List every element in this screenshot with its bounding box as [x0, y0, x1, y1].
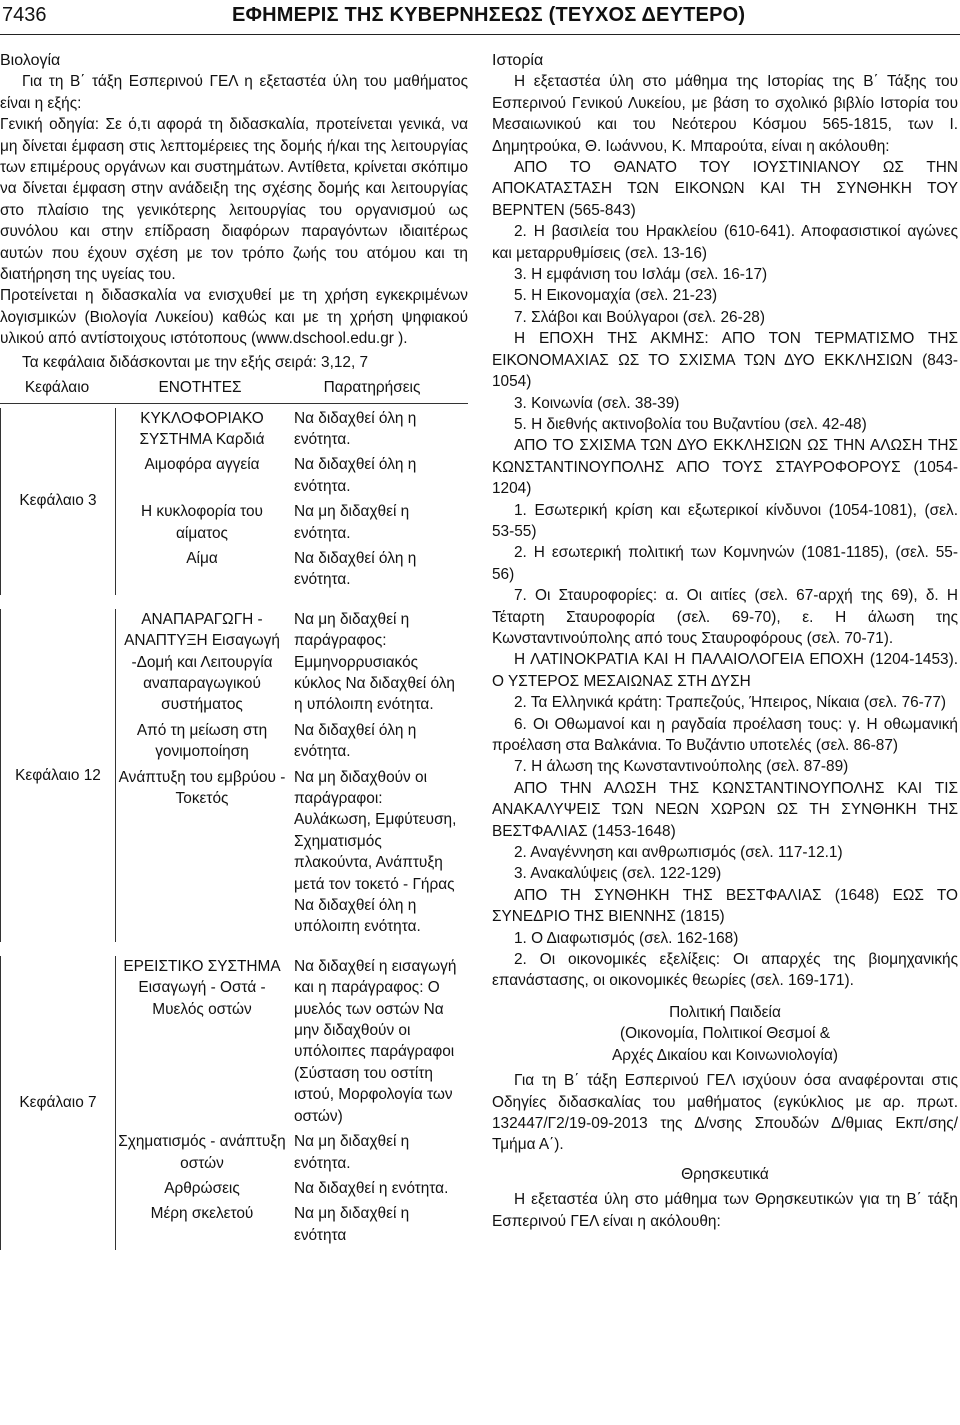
unit-name: Μέρη σκελετού — [150, 1205, 254, 1223]
unit-entry — [116, 454, 460, 497]
unit-name: Αιμοφόρα αγγεία — [144, 456, 260, 474]
history-item: 2. Οι οικονομικές εξελίξεις: Οι απαρχές της βιομηχανικής επανάστασης, οι οικονομικές θεωρίες (σελ. 169-171). — [492, 951, 958, 990]
unit-name: Αίμα — [186, 549, 218, 567]
unit-note: Να μη διδαχθεί η ενότητα. — [294, 503, 410, 542]
unit-entry — [116, 1131, 460, 1174]
unit-entry — [116, 1203, 460, 1246]
col-header-chapter: Κεφάλαιο — [24, 379, 90, 397]
history-item: 2. Αναγέννηση και ανθρωπισμός (σελ. 117-12.1) — [514, 844, 843, 862]
chapter-label: Κεφάλαιο 7 — [19, 1094, 97, 1112]
unit-note: Να μη διδαχθεί η παράγραφος: Εμμηνορρυσιακός κύκλος Να διδαχθεί όλη η υπόλοιπη ενότητα. — [294, 610, 455, 714]
unit-note: Να μη διδαχθεί η ενότητα. — [294, 1133, 410, 1172]
history-period-heading: ΑΠΟ ΤΟ ΣΧΙΣΜΑ ΤΩΝ ΔΥΟ ΕΚΚΛΗΣΙΩΝ ΩΣ ΤΗΝ ΑΛΩΣΗ ΤΗΣ ΚΩΝΣΤΑΝΤΙΝΟΥΠΟΛΗΣ ΑΠΟ ΤΟΥΣ ΣΤΑΥΡΟΦΟΡΟΥΣ (1054-1204) — [492, 437, 958, 498]
unit-entry — [116, 767, 460, 938]
unit-note: Να μη διδαχθούν οι παράγραφοι: Αυλάκωση, Εμφύτευση, Σχηματισμός πλακούντα, Ανάπτυξη μετά τον τοκετό - Γήρας Να διδαχθεί όλη η υπόλοιπη ενότητα. — [294, 768, 457, 936]
history-item: 1. Ο Διαφωτισμός (σελ. 162-168) — [514, 929, 739, 947]
civics-text: Για τη Β΄ τάξη Εσπερινού ΓΕΛ ισχύουν όσα αναφέρονται στις Οδηγίες διδασκαλίας του μαθήματος (εγκύκλιος με αρ. πρωτ. 132447/Γ2/19-09-2013 της Δ/νσης Σπουδών Δ/θμιας Εκπ/σης/Τμήμα Α΄). — [492, 1072, 958, 1154]
chapter-cell — [0, 956, 116, 1250]
history-period-heading: ΑΠΟ ΤΟ ΘΑΝΑΤΟ ΤΟΥ ΙΟΥΣΤΙΝΙΑΝΟΥ ΩΣ ΤΗΝ ΑΠΟΚΑΤΑΣΤΑΣΗ ΤΩΝ ΕΙΚΟΝΩΝ ΚΑΙ ΤΗ ΣΥΝΘΗΚΗ ΤΟΥ ΒΕΡΝΤΕΝ (565-843) — [492, 159, 958, 219]
unit-entry — [116, 1178, 460, 1199]
chapter-entries — [116, 408, 460, 595]
page-number: 7436 — [2, 4, 47, 26]
unit-note: Να διδαχθεί όλη η ενότητα. — [294, 456, 417, 495]
table-row — [0, 408, 468, 595]
table-body — [0, 408, 468, 1261]
history-heading: Ιστορία — [492, 52, 544, 69]
history-item: 5. Η Εικονομαχία (σελ. 21-23) — [514, 287, 718, 305]
history-period-heading: Η ΛΑΤΙΝΟΚΡΑΤΙΑ ΚΑΙ Η ΠΑΛΑΙΟΛΟΓΕΙΑ ΕΠΟΧΗ (1204-1453). Ο ΥΣΤΕΡΟΣ ΜΕΣΑΙΩΝΑΣ ΣΤΗ ΔΥΣΗ — [492, 651, 958, 690]
civics-heading-2: (Οικονομία, Πολιτικοί Θεσμοί & — [619, 1025, 831, 1043]
table-header — [0, 377, 468, 403]
unit-entry — [116, 956, 460, 1127]
unit-entry — [116, 609, 460, 716]
unit-name: ΕΡΕΙΣΤΙΚΟ ΣΥΣΤΗΜΑ Εισαγωγή - Οστά - Μυελός οστών — [123, 957, 281, 1018]
unit-name: ΚΥΚΛΟΦΟΡΙΑΚΟ ΣΥΣΤΗΜΑ Καρδιά — [139, 409, 265, 448]
table-row — [0, 609, 468, 942]
history-intro: Η εξεταστέα ύλη στο μάθημα της Ιστορίας της Β΄ Τάξης του Εσπερινού Γενικού Λυκείου, με βάση το σχολικό βιβλίο Ιστορία του Μεσαιωνικού και του Νεότερου Κόσμου 565-1815, των Ι. Δημητρούκα, Θ. Ιωάννου, Κ. Μπαρούτα, είναι η ακόλουθη: — [492, 73, 958, 155]
civics-heading-3: Αρχές Δικαίου και Κοινωνιολογία) — [612, 1046, 838, 1064]
biology-heading: Βιολογία — [0, 52, 61, 69]
unit-entry — [116, 720, 460, 763]
unit-entry — [116, 408, 460, 451]
chapter-label: Κεφάλαιο 3 — [19, 492, 97, 510]
biology-order: Τα κεφάλαια διδάσκονται με την εξής σειρά: 3,12, 7 — [22, 353, 369, 371]
table-row — [0, 956, 468, 1250]
biology-software: Προτείνεται η διδασκαλία να ενισχυθεί με τη χρήση εγκεκριμένων λογισμικών (Βιολογία Λυκείου) καθώς και με τη χρήση ψηφιακού υλικού από αντίστοιχους ιστότοπους (www.dschool.edu.gr ). — [0, 287, 468, 348]
unit-entry — [116, 548, 460, 591]
history-period-heading: ΑΠΟ ΤΗ ΣΥΝΘΗΚΗ ΤΗΣ ΒΕΣΤΦΑΛΙΑΣ (1648) ΕΩΣ ΤΟ ΣΥΝΕΔΡΙΟ ΤΗΣ ΒΙΕΝΝΗΣ (1815) — [492, 886, 958, 926]
unit-note: Να διδαχθεί όλη η ενότητα. — [294, 409, 417, 448]
left-column — [0, 50, 468, 1260]
civics-heading-1: Πολιτική Παιδεία — [669, 1003, 781, 1021]
chapter-entries — [116, 956, 460, 1250]
biology-intro: Για τη Β΄ τάξη Εσπερινού ΓΕΛ η εξεταστέα ύλη του μαθήματος είναι η εξής: — [0, 73, 468, 112]
history-item: 2. Τα Ελληνικά κράτη: Τραπεζούς, Ήπειρος, Νίκαια (σελ. 76-77) — [514, 694, 947, 712]
history-list — [492, 157, 958, 992]
right-column — [492, 50, 958, 1232]
col-header-units: ΕΝΟΤΗΤΕΣ — [158, 379, 242, 397]
history-item: 3. Κοινωνία (σελ. 38-39) — [514, 394, 680, 412]
history-item: 1. Εσωτερική κρίση και εξωτερικοί κίνδυνοι (1054-1081), (σελ. 53-55) — [492, 501, 958, 540]
history-item: 3. Ανακαλύψεις (σελ. 122-129) — [514, 865, 722, 883]
chapter-cell — [0, 408, 116, 595]
chapter-cell — [0, 609, 116, 942]
header-rule — [0, 34, 960, 35]
col-header-notes: Παρατηρήσεις — [323, 379, 421, 397]
religion-text: Η εξεταστέα ύλη στο μάθημα των Θρησκευτικών για τη Β΄ τάξη Εσπερινού ΓΕΛ είναι η ακόλουθη: — [492, 1191, 958, 1230]
unit-note: Να διδαχθεί όλη η ενότητα. — [294, 549, 417, 589]
history-item: 5. Η διεθνής ακτινοβολία του Βυζαντίου (σελ. 42-48) — [514, 415, 867, 433]
unit-name: Σχηματισμός - ανάπτυξη οστών — [118, 1133, 286, 1172]
biology-guideline: Γενική οδηγία: Σε ό,τι αφορά τη διδασκαλία, προτείνεται γενικά, να μη δίνεται έμφαση στις λεπτομέρειες της δομής ή/και της λειτουργίας των επιμέρους οργάνων και συστημάτων. Αντίθετα, κρίνεται σκόπιμο να δίνεται έμφαση στην ανάδειξη της σχέσης δομής και λειτουργίας στο πλαίσιο της γενικότερης λειτουργίας του οργανισμού ως συνόλου και στην επίδραση διαφόρων παραγόντων ιδιαιτέρως αυτών που έχουν σχέση με τον τρόπο ζωής του ατόμου και τη διατήρηση της υγείας του. — [0, 116, 468, 284]
history-period-heading: Η ΕΠΟΧΗ ΤΗΣ ΑΚΜΗΣ: ΑΠΟ ΤΟΝ ΤΕΡΜΑΤΙΣΜΟ ΤΗΣ ΕΙΚΟΝΟΜΑΧΙΑΣ ΩΣ ΤΟ ΣΧΙΣΜΑ ΤΩΝ ΔΥΟ ΕΚΚΛΗΣΙΩΝ (843-1054) — [492, 330, 958, 391]
unit-entry — [116, 501, 460, 544]
history-item: 7. Η άλωση της Κωνσταντινούπολης (σελ. 87-89) — [514, 758, 849, 776]
unit-note: Να μη διδαχθεί η ενότητα — [294, 1205, 410, 1244]
unit-name: Αρθρώσεις — [164, 1179, 240, 1197]
unit-name: Ανάπτυξη του εμβρύου - Τοκετός — [118, 768, 286, 807]
unit-note: Να διδαχθεί όλη η ενότητα. — [294, 721, 417, 761]
history-item: 6. Οι Οθωμανοί και η ραγδαία προέλαση τους: γ. Η οθωμανική προέλαση στα Βαλκάνια. Το Βυζάντιο υποτελές (σελ. 86-87) — [492, 715, 958, 754]
chapter-entries — [116, 609, 460, 942]
history-item: 7. Οι Σταυροφορίες: α. Οι αιτίες (σελ. 67-αρχή της 69), δ. Η Τέταρτη Σταυροφορία (σελ. 69-70), ε. Η άλωση της Κωνσταντινούπολης από τους Σταυροφόρους (σελ. 70-71). — [492, 587, 958, 647]
history-item: 7. Σλάβοι και Βούλγαροι (σελ. 26-28) — [514, 308, 765, 326]
unit-note: Να διδαχθεί η ενότητα. — [294, 1179, 449, 1197]
unit-name: Από τη μείωση στη γονιμοποίηση — [136, 721, 268, 761]
history-item: 2. Η εσωτερική πολιτική των Κομνηνών (1081-1185), (σελ. 55-56) — [492, 544, 958, 583]
chapter-label: Κεφάλαιο 12 — [15, 766, 101, 784]
unit-name: Η κυκλοφορία του αίματος — [141, 503, 263, 542]
history-period-heading: ΑΠΟ ΤΗΝ ΑΛΩΣΗ ΤΗΣ ΚΩΝΣΤΑΝΤΙΝΟΥΠΟΛΗΣ ΚΑΙ ΤΙΣ ΑΝΑΚΑΛΥΨΕΙΣ ΤΩΝ ΝΕΩΝ ΧΩΡΩΝ ΩΣ ΤΗ ΣΥΝΘΗΚΗ ΤΗΣ ΒΕΣΤΦΑΛΙΑΣ (1453-1648) — [492, 779, 958, 840]
unit-note: Να διδαχθεί η εισαγωγή και η παράγραφος: Ο μυελός των οστών Να μην διδαχθούν οι υπόλοιπες παράγραφοι (Σύσταση του οστίτη ιστού, Μορφολογία των οστών) — [294, 957, 457, 1125]
history-item: 3. Η εμφάνιση του Ισλάμ (σελ. 16-17) — [514, 266, 768, 284]
history-item: 2. Η βασιλεία του Ηρακλείου (610-641). Αποφασιστικοί αγώνες και μεταρρυθμίσεις (σελ. 13-16) — [492, 223, 958, 262]
unit-name: ΑΝΑΠΑΡΑΓΩΓΗ - ΑΝΑΠΤΥΞΗ Εισαγωγή -Δομή και Λειτουργία αναπαραγωγικού συστήματος — [124, 610, 280, 714]
religion-heading: Θρησκευτικά — [681, 1165, 769, 1183]
gazette-title: ΕΦΗΜΕΡΙΣ ΤΗΣ ΚΥΒΕΡΝΗΣΕΩΣ (ΤΕΥΧΟΣ ΔΕΥΤΕΡΟ) — [232, 4, 746, 26]
